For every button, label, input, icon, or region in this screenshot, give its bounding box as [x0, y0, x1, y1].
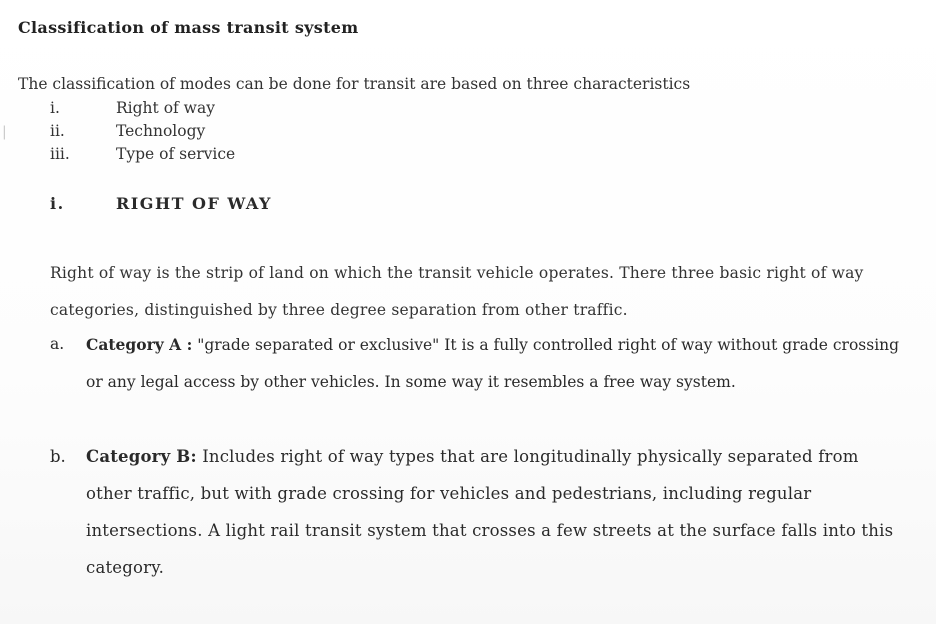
list-item-number: ii. — [50, 122, 65, 140]
page-title: Classification of mass transit system — [18, 18, 359, 37]
list-item — [50, 120, 235, 143]
definition-paragraph: Right of way is the strip of land on which the transit vehicle operates. There three basic right of way categories, distinguished by three degree separation from other traffic. — [50, 264, 864, 319]
list-item-label: Right of way — [116, 99, 215, 117]
item-marker: a. — [50, 335, 65, 353]
list-item — [50, 97, 235, 120]
section-heading — [50, 194, 272, 213]
category-text: Includes right of way types that are longitudinally physically separated from other traffic, but with grade crossing for vehicles and pedestrians, including regular intersections. A light rail transit system that crosses a few streets at the surface falls into this category. — [86, 447, 894, 577]
item-body — [86, 326, 908, 401]
list-item — [50, 143, 235, 166]
category-a-item — [50, 326, 908, 401]
category-label: Category A : — [86, 335, 193, 354]
margin-tick: | — [2, 124, 7, 140]
list-item-label: Type of service — [116, 145, 236, 163]
category-text: "grade separated or exclusive" It is a fully controlled right of way without grade crossing or any legal access by other vehicles. In some way it resembles a free way system. — [86, 336, 900, 391]
characteristics-list — [50, 97, 235, 166]
item-body — [86, 438, 908, 586]
category-b-item — [50, 438, 908, 586]
item-marker: b. — [50, 447, 66, 466]
section-title: RIGHT OF WAY — [116, 194, 272, 213]
intro-text: The classification of modes can be done for transit are based on three characteristics — [18, 75, 691, 93]
list-item-label: Technology — [116, 122, 206, 140]
list-item-number: iii. — [50, 145, 70, 163]
list-item-number: i. — [50, 99, 60, 117]
section-number: i. — [50, 194, 65, 213]
category-label: Category B: — [86, 447, 197, 466]
